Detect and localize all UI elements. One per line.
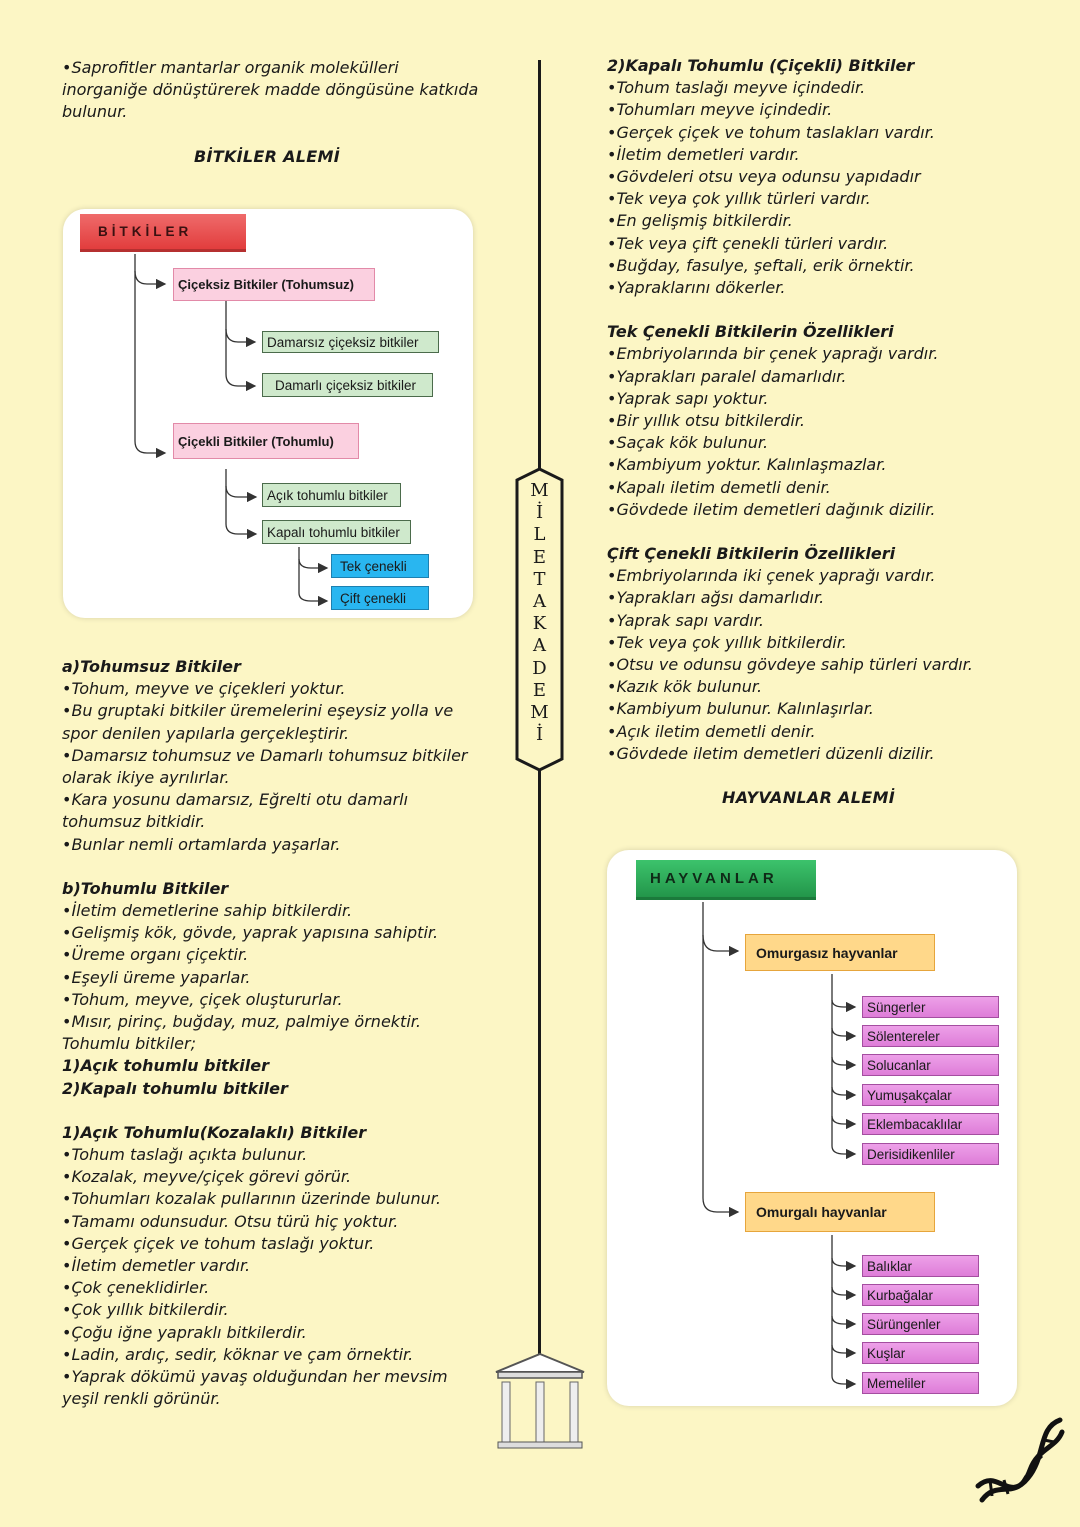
angiosperm-box: Kapalı tohumlu bitkiler [262, 520, 411, 544]
monocot-item: •Yaprakları paralel damarlıdır. [607, 366, 847, 386]
gymno-item: •Çok yıllık bitkilerdir. [62, 1300, 229, 1320]
angio-item: •Tohum taslağı meyve içindedir. [607, 78, 866, 98]
gymno-item: •Tamamı odunsudur. Otsu türü hiç yoktur. [62, 1211, 399, 1231]
gymno-item: •Kozalak, meyve/çiçek görevi görür. [62, 1167, 352, 1187]
gymno-item: •Tohum taslağı açıkta bulunur. [62, 1145, 308, 1165]
seedless-section [62, 656, 482, 1411]
dicot-item: •Açık iletim demetli denir. [607, 721, 816, 741]
plants-heading: BİTKİLER ALEMİ [194, 146, 341, 166]
seeded-item: Tohumlu bitkiler; [62, 1034, 196, 1054]
monocot-item: •Kapalı iletim demetli denir. [607, 477, 831, 497]
inv-item-worms: Solucanlar [862, 1054, 999, 1076]
dicot-item: •Gövdede iletim demetleri düzenli dizilir. [607, 743, 935, 763]
dicot-title: Çift Çenekli Bitkilerin Özellikleri [607, 544, 896, 564]
seeded-item: •İletim demetlerine sahip bitkilerdir. [62, 901, 353, 921]
gymno-item: •Gerçek çiçek ve tohum taslağı yoktur. [62, 1233, 375, 1253]
angio-item: •En gelişmiş bitkilerdir. [607, 211, 793, 231]
monocot-item: •Gövdede iletim demetleri dağınık dizilir. [607, 499, 936, 519]
dicot-item: •Tek veya çok yıllık bitkilerdir. [607, 632, 847, 652]
monocot-box: Tek çenekli [331, 554, 429, 578]
gymno-item: •Çoğu iğne yapraklı bitkilerdir. [62, 1322, 307, 1342]
angio-item: •Tohumları meyve içindedir. [607, 100, 833, 120]
monocot-item: •Embriyolarında bir çenek yaprağı vardır. [607, 344, 939, 364]
left-column [62, 57, 482, 168]
vert-item-fish: Balıklar [862, 1255, 979, 1277]
seeded-item: •Mısır, pirinç, buğday, muz, palmiye örnektir. [62, 1012, 421, 1032]
dicot-box: Çift çenekli [331, 586, 429, 610]
angio-item: •Gerçek çiçek ve tohum taslakları vardır. [607, 122, 935, 142]
seeded-sub-gymno: 1)Açık tohumlu bitkiler [62, 1056, 269, 1076]
inv-item-sponges: Süngerler [862, 996, 999, 1018]
monocot-item: •Bir yıllık otsu bitkilerdir. [607, 411, 805, 431]
monocot-item: •Kambiyum yoktur. Kalınlaşmazlar. [607, 455, 887, 475]
gymno-item: •Yaprak dökümü yavaş olduğundan her mevsim yeşil renkli görünür. [62, 1367, 448, 1409]
dicot-item: •Kazık kök bulunur. [607, 677, 763, 697]
angio-item: •İletim demetleri vardır. [607, 144, 800, 164]
angio-item: •Tek veya çift çenekli türleri vardır. [607, 233, 889, 253]
seedless-item: •Bu gruptaki bitkiler üremelerini eşeysiz yolla ve spor denilen yapılarla gerçekleştirir. [62, 701, 454, 743]
dicot-item: •Yaprak sapı vardır. [607, 610, 764, 630]
seeded-title: b)Tohumlu Bitkiler [62, 878, 229, 898]
invertebrates-box: Omurgasız hayvanlar [745, 934, 935, 971]
inv-item-molluscs: Yumuşakçalar [862, 1084, 999, 1106]
dicot-item: •Embriyolarında iki çenek yaprağı vardır. [607, 566, 936, 586]
saprophyte-note: •Saprofitler mantarlar organik molekülleri inorganiğe dönüştürerek madde döngüsüne katkıda bulunur. [62, 58, 479, 122]
vertebrates-box: Omurgalı hayvanlar [745, 1192, 935, 1232]
angio-item: •Tek veya çok yıllık türleri vardır. [607, 189, 871, 209]
dicot-item: •Yaprakları ağsı damarlıdır. [607, 588, 825, 608]
plant-classification-diagram [63, 209, 473, 618]
temple-icon [492, 1352, 588, 1452]
seeded-item: •Üreme organı çiçektir. [62, 945, 249, 965]
seeded-plants-box: Çiçekli Bitkiler (Tohumlu) [173, 423, 359, 459]
vert-item-mammals: Memeliler [862, 1372, 979, 1394]
animal-classification-diagram [607, 850, 1017, 1406]
seeded-item: •Tohum, meyve, çiçek oluştururlar. [62, 989, 343, 1009]
vert-item-amphibians: Kurbağalar [862, 1284, 979, 1306]
angio-item: •Gövdeleri otsu veya odunsu yapıdadır [607, 167, 921, 187]
seedless-item: •Kara yosunu damarsız, Eğrelti otu damarlı tohumsuz bitkidir. [62, 790, 409, 832]
gymno-item: •Tohumları kozalak pullarının üzerinde bulunur. [62, 1189, 441, 1209]
seedless-item: •Tohum, meyve ve çiçekleri yoktur. [62, 679, 346, 699]
right-column [607, 55, 1047, 809]
seeded-item: •Eşeyli üreme yaparlar. [62, 967, 251, 987]
gymno-item: •İletim demetler vardır. [62, 1256, 251, 1276]
inv-item-cnidarians: Sölentereler [862, 1025, 999, 1047]
gymno-item: •Çok çeneklidirler. [62, 1278, 210, 1298]
seedless-plants-box: Çiçeksiz Bitkiler (Tohumsuz) [173, 268, 375, 301]
monocot-item: •Saçak kök bulunur. [607, 433, 769, 453]
angio-title: 2)Kapalı Tohumlu (Çiçekli) Bitkiler [607, 56, 915, 75]
gymno-title: 1)Açık Tohumlu(Kozalaklı) Bitkiler [62, 1122, 367, 1142]
dna-icon [968, 1408, 1068, 1508]
plant-root-box: BİTKİLER [80, 214, 246, 252]
nonvascular-box: Damarsız çiçeksiz bitkiler [262, 331, 439, 353]
seeded-item: •Gelişmiş kök, gövde, yaprak yapısına sahiptir. [62, 923, 439, 943]
seeded-sub-angio: 2)Kapalı tohumlu bitkiler [62, 1078, 288, 1098]
animal-root-box: HAYVANLAR [636, 860, 816, 900]
gymnosperm-box: Açık tohumlu bitkiler [262, 483, 401, 507]
vert-item-reptiles: Sürüngenler [862, 1313, 979, 1335]
divider-brand-text: M İ L E T A K A D E M İ [530, 480, 549, 746]
animals-heading: HAYVANLAR ALEMİ [722, 788, 895, 808]
dicot-item: •Kambiyum bulunur. Kalınlaşırlar. [607, 699, 874, 719]
seedless-item: •Bunlar nemli ortamlarda yaşarlar. [62, 834, 341, 854]
seedless-item: •Damarsız tohumsuz ve Damarlı tohumsuz bitkiler olarak ikiye ayrılırlar. [62, 745, 468, 788]
monocot-title: Tek Çenekli Bitkilerin Özellikleri [607, 322, 894, 342]
inv-item-arthropods: Eklembacaklılar [862, 1113, 999, 1135]
inv-item-echinoderms: Derisidikenliler [862, 1143, 999, 1165]
monocot-item: •Yaprak sapı yoktur. [607, 388, 769, 408]
vascular-box: Damarlı çiçeksiz bitkiler [262, 373, 433, 397]
dicot-item: •Otsu ve odunsu gövdeye sahip türleri vardır. [607, 655, 973, 675]
seedless-title: a)Tohumsuz Bitkiler [62, 657, 241, 676]
angio-item: •Yapraklarını dökerler. [607, 278, 786, 298]
angio-item: •Buğday, fasulye, şeftali, erik örnektir. [607, 255, 915, 275]
gymno-item: •Ladin, ardıç, sedir, köknar ve çam örnektir. [62, 1344, 414, 1364]
vert-item-birds: Kuşlar [862, 1342, 979, 1364]
